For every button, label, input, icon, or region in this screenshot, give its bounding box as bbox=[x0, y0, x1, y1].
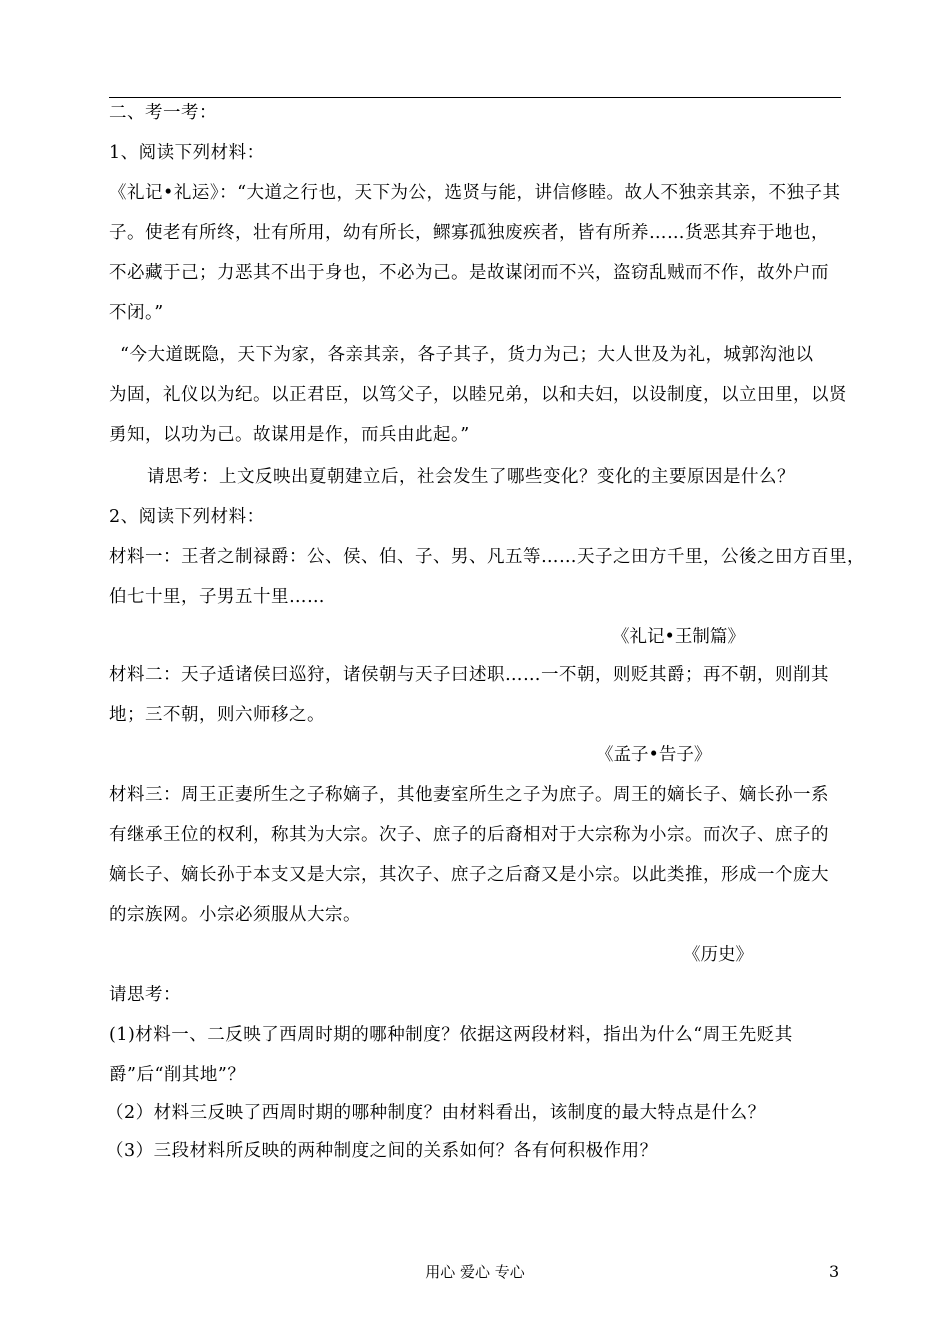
material2-line: 地；三不朝，则六师移之。 bbox=[109, 705, 325, 725]
material1-line: 伯七十里，子男五十里…… bbox=[109, 587, 325, 607]
q1-paragraph1-line: 《礼记•礼运》：“大道之行也，天下为公，选贤与能，讲信修睦。故人不独亲其亲，不独子其 bbox=[109, 183, 841, 203]
sub-question-1-line: (1)材料一、二反映了西周时期的哪种制度？依据这两段材料，指出为什么“周王先贬其 bbox=[109, 1025, 793, 1045]
q1-heading: 1、阅读下列材料： bbox=[109, 143, 265, 163]
sub-question-2: （2）材料三反映了西周时期的哪种制度？由材料看出，该制度的最大特点是什么？ bbox=[106, 1103, 766, 1123]
footer-slogan: 用心 爱心 专心 bbox=[425, 1263, 525, 1281]
page-number: 3 bbox=[829, 1262, 840, 1281]
material3-line: 嫡长子、嫡长孙于本支又是大宗，其次子、庶子之后裔又是小宗。以此类推，形成一个庞大 bbox=[109, 865, 829, 885]
material2-source: 《孟子•告子》 bbox=[596, 745, 712, 765]
material3-line: 材料三：周王正妻所生之子称嫡子，其他妻室所生之子为庶子。周王的嫡长子、嫡长孙一系 bbox=[109, 785, 829, 805]
header-rule bbox=[109, 97, 841, 98]
q1-paragraph2-line: 勇知，以功为己。故谋用是作，而兵由此起。” bbox=[109, 425, 470, 445]
sub-question-3: （3）三段材料所反映的两种制度之间的关系如何？各有何积极作用？ bbox=[106, 1141, 658, 1161]
sub-question-1-line: 爵”后“削其地”？ bbox=[109, 1065, 246, 1085]
q1-question: 请思考：上文反映出夏朝建立后，社会发生了哪些变化？变化的主要原因是什么？ bbox=[147, 467, 795, 487]
material3-line: 的宗族网。小宗必须服从大宗。 bbox=[109, 905, 361, 925]
q1-paragraph1-line: 不闭。” bbox=[109, 303, 164, 323]
section-title: 二、考一考： bbox=[109, 103, 217, 123]
material1-line: 材料一：王者之制禄爵：公、侯、伯、子、男、凡五等……天子之田方千里，公後之田方百里， bbox=[109, 547, 865, 567]
q1-paragraph1-line: 不必藏于己；力恶其不出于身也，不必为己。是故谋闭而不兴，盗窃乱贼而不作，故外户而 bbox=[109, 263, 829, 283]
think-prompt: 请思考： bbox=[109, 985, 181, 1005]
material1-source: 《礼记•王制篇》 bbox=[612, 627, 745, 647]
material3-source: 《历史》 bbox=[683, 945, 753, 965]
q1-paragraph1-line: 子。使老有所终，壮有所用，幼有所长，鳏寡孤独废疾者，皆有所养……货恶其弃于地也， bbox=[109, 223, 829, 243]
material2-line: 材料二：天子适诸侯曰巡狩，诸侯朝与天子曰述职……一不朝，则贬其爵；再不朝，则削其 bbox=[109, 665, 829, 685]
material3-line: 有继承王位的权利，称其为大宗。次子、庶子的后裔相对于大宗称为小宗。而次子、庶子的 bbox=[109, 825, 829, 845]
q1-paragraph2-line: “今大道既隐，天下为家，各亲其亲，各子其子，货力为己；大人世及为礼，城郭沟池以 bbox=[120, 345, 814, 365]
q2-heading: 2、阅读下列材料： bbox=[109, 507, 265, 527]
q1-paragraph2-line: 为固，礼仪以为纪。以正君臣，以笃父子，以睦兄弟，以和夫妇，以设制度，以立田里，以贤 bbox=[109, 385, 847, 405]
